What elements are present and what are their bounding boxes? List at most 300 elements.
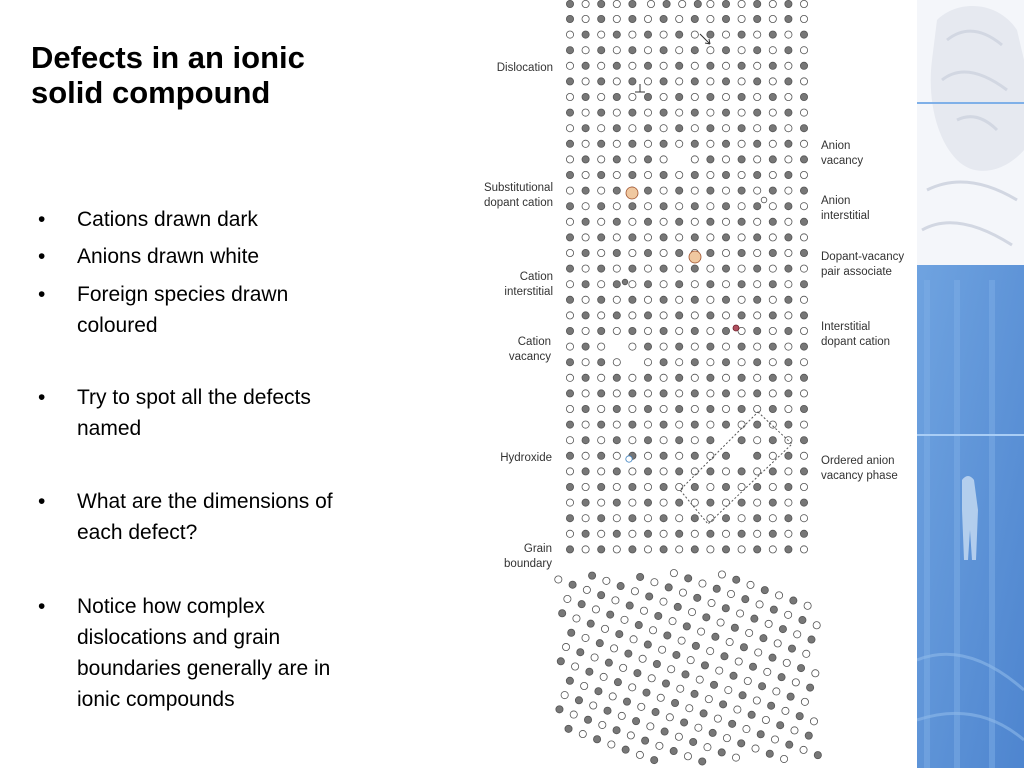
cation-ion — [676, 437, 683, 444]
cation-ion — [733, 576, 740, 583]
label-line: dopant cation — [483, 197, 553, 209]
anion-ion — [718, 571, 725, 578]
anion-ion — [660, 125, 667, 132]
anion-ion — [582, 203, 589, 210]
anion-ion — [676, 421, 683, 428]
cation-ion — [754, 452, 761, 459]
cation-ion — [785, 140, 792, 147]
cation-ion — [748, 711, 755, 718]
cation-ion — [722, 483, 729, 490]
anion-ion — [707, 327, 714, 334]
cation-ion — [582, 218, 589, 225]
cation-ion — [707, 374, 714, 381]
anion-ion — [812, 670, 819, 677]
cation-ion — [613, 218, 620, 225]
cation-ion — [613, 405, 620, 412]
cation-ion — [644, 218, 651, 225]
cation-ion — [605, 659, 612, 666]
cation-ion — [598, 546, 605, 553]
cation-ion — [722, 0, 729, 7]
label-cation-vacancy — [441, 335, 551, 365]
cation-ion — [629, 327, 636, 334]
cation-ion — [676, 125, 683, 132]
anion-ion — [691, 405, 698, 412]
anion-ion — [691, 31, 698, 38]
anion-ion — [636, 751, 643, 758]
anion-ion — [722, 93, 729, 100]
cation-ion — [800, 93, 807, 100]
anion-ion — [582, 296, 589, 303]
cation-ion — [754, 15, 761, 22]
cation-ion — [707, 93, 714, 100]
cation-ion — [582, 343, 589, 350]
anion-ion — [598, 343, 605, 350]
anion-ion — [613, 421, 620, 428]
cation-ion — [742, 596, 749, 603]
cation-ion — [738, 281, 745, 288]
anion-ion — [644, 327, 651, 334]
anion-ion — [785, 499, 792, 506]
anion-ion — [754, 31, 761, 38]
anion-ion — [695, 724, 702, 731]
cation-ion — [660, 234, 667, 241]
bullet-line: coloured — [77, 314, 158, 337]
anion-ion — [656, 742, 663, 749]
anion-ion — [707, 647, 714, 654]
cation-ion — [566, 78, 573, 85]
cation-ion — [729, 720, 736, 727]
cation-ion — [629, 140, 636, 147]
anion-ion — [691, 125, 698, 132]
cation-ion — [700, 710, 707, 717]
cation-ion — [691, 690, 698, 697]
bullet-text — [77, 591, 397, 715]
cation-ion — [644, 374, 651, 381]
anion-ion — [738, 140, 745, 147]
cation-ion — [582, 156, 589, 163]
cation-ion — [660, 546, 667, 553]
anion-ion — [769, 140, 776, 147]
cation-ion — [709, 729, 716, 736]
bullet-line: each defect? — [77, 521, 198, 544]
bullet-line: ionic compounds — [77, 688, 235, 711]
label-line: dopant cation — [821, 336, 891, 348]
anion-ion — [582, 15, 589, 22]
anion-ion — [582, 421, 589, 428]
cation-ion — [722, 605, 729, 612]
cation-ion — [566, 203, 573, 210]
anion-ion — [562, 643, 569, 650]
label-line: vacancy — [821, 155, 864, 167]
cation-ion — [629, 390, 636, 397]
anion-ion — [691, 218, 698, 225]
anion-ion — [707, 546, 714, 553]
label-line: Interstitial — [821, 321, 871, 333]
anion-ion — [769, 234, 776, 241]
anion-ion — [598, 125, 605, 132]
cation-ion — [769, 530, 776, 537]
cation-ion — [769, 312, 776, 319]
cation-ion — [582, 249, 589, 256]
cation-ion — [644, 249, 651, 256]
anion-ion — [727, 590, 734, 597]
cation-ion — [566, 359, 573, 366]
cation-ion — [644, 641, 651, 648]
cation-ion — [566, 234, 573, 241]
anion-ion — [582, 109, 589, 116]
anion-ion — [598, 405, 605, 412]
cation-ion — [642, 737, 649, 744]
cation-ion — [676, 343, 683, 350]
anion-ion — [707, 452, 714, 459]
cation-ion — [644, 187, 651, 194]
cation-ion — [676, 218, 683, 225]
anion-ion — [647, 0, 654, 7]
cation-ion — [719, 701, 726, 708]
anion-ion — [716, 667, 723, 674]
cation-ion — [761, 587, 768, 594]
anion-ion — [613, 452, 620, 459]
cation-ion — [691, 203, 698, 210]
cation-ion — [559, 610, 566, 617]
cation-ion — [644, 281, 651, 288]
anion-ion — [769, 515, 776, 522]
anion-ion — [769, 203, 776, 210]
anion-ion — [785, 611, 792, 618]
label-substitutional-dopant-cation — [443, 181, 553, 211]
anion-ion — [647, 723, 654, 730]
cation-ion — [766, 750, 773, 757]
anion-ion — [800, 359, 807, 366]
cation-ion — [710, 681, 717, 688]
cation-ion — [614, 679, 621, 686]
cation-ion — [582, 93, 589, 100]
cation-ion — [582, 31, 589, 38]
cation-ion — [660, 78, 667, 85]
cation-ion — [691, 421, 698, 428]
cation-ion — [712, 633, 719, 640]
cation-ion — [644, 62, 651, 69]
anion-ion — [660, 62, 667, 69]
cation-ion — [653, 660, 660, 667]
cation-ion — [769, 405, 776, 412]
cation-interstitial — [622, 279, 628, 285]
anion-ion — [714, 715, 721, 722]
cation-ion — [566, 452, 573, 459]
anion-ion — [644, 203, 651, 210]
cation-ion — [703, 614, 710, 621]
anion-ion — [722, 343, 729, 350]
anion-ion — [676, 203, 683, 210]
label-line: Dopant-vacancy — [821, 251, 905, 263]
anion-ion — [598, 31, 605, 38]
anion-ion — [684, 753, 691, 760]
anion-ion — [598, 249, 605, 256]
anion-ion — [570, 711, 577, 718]
cation-ion — [635, 621, 642, 628]
anion-ion — [618, 712, 625, 719]
anion-ion — [769, 452, 776, 459]
cation-ion — [587, 620, 594, 627]
anion-ion — [676, 140, 683, 147]
cation-ion — [800, 405, 807, 412]
anion-ion — [707, 390, 714, 397]
anion-ion — [566, 405, 573, 412]
cation-ion — [676, 530, 683, 537]
anion-ion — [676, 390, 683, 397]
anion-ion — [722, 499, 729, 506]
cation-ion — [598, 296, 605, 303]
cation-ion — [566, 171, 573, 178]
anion-ion — [598, 218, 605, 225]
anion-ion — [659, 646, 666, 653]
cation-ion — [751, 615, 758, 622]
anion-ion — [613, 47, 620, 54]
cation-ion — [691, 234, 698, 241]
cation-ion — [613, 499, 620, 506]
cation-ion — [769, 218, 776, 225]
anion-ion — [591, 654, 598, 661]
cation-ion — [738, 62, 745, 69]
cation-ion — [754, 78, 761, 85]
anion-ion — [676, 171, 683, 178]
cation-ion — [754, 421, 761, 428]
anion-ion — [707, 109, 714, 116]
cation-ion — [598, 234, 605, 241]
cation-ion — [779, 626, 786, 633]
cation-ion — [769, 156, 776, 163]
cation-ion — [613, 187, 620, 194]
cation-ion — [738, 249, 745, 256]
cation-ion — [707, 125, 714, 132]
anion-ion — [598, 281, 605, 288]
anion-ion — [792, 679, 799, 686]
anion-ion — [638, 703, 645, 710]
anion-ion — [762, 716, 769, 723]
cation-ion — [754, 47, 761, 54]
anion-ion — [785, 468, 792, 475]
anion-ion — [598, 312, 605, 319]
anion-ion — [566, 93, 573, 100]
cation-ion — [644, 437, 651, 444]
anion-ion — [769, 359, 776, 366]
cation-ion — [566, 483, 573, 490]
cation-ion — [569, 581, 576, 588]
cation-ion — [800, 125, 807, 132]
anion-ion — [734, 706, 741, 713]
substitutional-dopant-cation — [626, 187, 638, 199]
cation-ion — [644, 156, 651, 163]
anion-ion — [722, 530, 729, 537]
cation-ion — [575, 697, 582, 704]
cation-ion — [566, 421, 573, 428]
anion-ion — [555, 576, 562, 583]
anion-ion — [660, 343, 667, 350]
cation-ion — [691, 171, 698, 178]
cation-ion — [566, 327, 573, 334]
anion-ion — [660, 218, 667, 225]
cation-ion — [691, 15, 698, 22]
anion-ion — [582, 327, 589, 334]
anion-ion — [582, 140, 589, 147]
label-grain-boundary — [442, 542, 552, 572]
anion-ion — [800, 109, 807, 116]
cation-ion — [629, 15, 636, 22]
anion-ion — [603, 577, 610, 584]
cation-ion — [758, 683, 765, 690]
anion-ion — [629, 218, 636, 225]
anion-ion — [599, 721, 606, 728]
cation-ion — [629, 78, 636, 85]
anion-ion — [785, 156, 792, 163]
anion-ion — [704, 744, 711, 751]
cation-ion — [673, 651, 680, 658]
anion-ion — [738, 296, 745, 303]
cation-ion — [634, 669, 641, 676]
anion-ion — [566, 31, 573, 38]
anion-ion — [644, 483, 651, 490]
cation-ion — [707, 31, 714, 38]
anion-ion — [717, 619, 724, 626]
bullet-line: Try to spot all the defects — [77, 386, 311, 409]
cation-ion — [660, 109, 667, 116]
cation-ion — [738, 530, 745, 537]
cation-ion — [556, 706, 563, 713]
label-ordered-anion-vacancy-phase — [821, 454, 931, 484]
cation-ion — [691, 47, 698, 54]
cation-ion — [691, 359, 698, 366]
anion-ion — [644, 359, 651, 366]
anion-ion — [582, 515, 589, 522]
cation-ion — [769, 187, 776, 194]
anion-ion — [754, 530, 761, 537]
cation-ion — [785, 0, 792, 7]
label-anion-vacancy — [821, 139, 931, 169]
anion-ion — [612, 597, 619, 604]
anion-ion — [707, 359, 714, 366]
cation-ion — [644, 499, 651, 506]
anion-ion — [769, 296, 776, 303]
cation-ion — [738, 740, 745, 747]
anion-ion — [791, 727, 798, 734]
cation-ion — [623, 698, 630, 705]
cation-ion — [754, 109, 761, 116]
cation-ion — [582, 499, 589, 506]
bullet-text — [77, 279, 397, 341]
cation-ion — [582, 405, 589, 412]
anion-ion — [738, 390, 745, 397]
label-line: Dislocation — [496, 62, 553, 74]
cation-ion — [754, 203, 761, 210]
anion-ion — [582, 634, 589, 641]
anion-ion — [582, 47, 589, 54]
anion-ion — [800, 452, 807, 459]
cation-ion — [632, 718, 639, 725]
anion-ion — [660, 405, 667, 412]
anion-ion — [722, 156, 729, 163]
anion-ion — [691, 468, 698, 475]
cation-ion — [617, 582, 624, 589]
anion-ion — [738, 421, 745, 428]
cation-ion — [598, 47, 605, 54]
cation-ion — [665, 584, 672, 591]
label-line: pair associate — [821, 266, 892, 278]
anion-ion — [769, 47, 776, 54]
cation-ion — [598, 109, 605, 116]
anion-ion — [785, 31, 792, 38]
anion-ion — [800, 78, 807, 85]
anion-ion — [800, 15, 807, 22]
cation-ion — [805, 732, 812, 739]
cation-ion — [749, 663, 756, 670]
anion-ion — [754, 62, 761, 69]
cation-ion — [800, 249, 807, 256]
label-line: Ordered anion — [821, 455, 895, 467]
cation-ion — [566, 47, 573, 54]
anion-ion — [769, 483, 776, 490]
anion-ion — [660, 437, 667, 444]
anion-ion — [756, 601, 763, 608]
anion-ion — [566, 468, 573, 475]
cation-ion — [557, 658, 564, 665]
cation-ion — [629, 203, 636, 210]
anion-ion — [769, 546, 776, 553]
cation-ion — [676, 281, 683, 288]
cation-ion — [613, 125, 620, 132]
anion-ion — [769, 421, 776, 428]
label-line: Anion — [821, 140, 851, 152]
cation-ion — [800, 281, 807, 288]
label-line: boundary — [504, 558, 552, 570]
cation-ion — [785, 296, 792, 303]
cation-ion — [691, 265, 698, 272]
cation-ion — [670, 747, 677, 754]
anion-ion — [676, 515, 683, 522]
anion-ion — [660, 93, 667, 100]
anion-ion — [722, 468, 729, 475]
cation-ion — [707, 343, 714, 350]
anion-ion — [566, 156, 573, 163]
slide-title-line-1: Defects in an ionic — [31, 40, 305, 75]
anion-ion — [732, 754, 739, 761]
cation-ion — [769, 249, 776, 256]
cation-ion — [588, 572, 595, 579]
anion-ion — [629, 468, 636, 475]
anion-ion — [629, 530, 636, 537]
anion-ion — [639, 655, 646, 662]
cation-ion — [629, 515, 636, 522]
cation-ion — [731, 624, 738, 631]
anion-ion — [754, 343, 761, 350]
anion-ion — [800, 327, 807, 334]
anion-ion — [600, 673, 607, 680]
cation-ion — [613, 62, 620, 69]
bullet-dot: • — [38, 490, 46, 513]
cation-ion — [694, 594, 701, 601]
cation-ion — [769, 93, 776, 100]
anion-ion — [566, 343, 573, 350]
label-line: Grain — [523, 543, 552, 555]
anion-ion — [801, 698, 808, 705]
anion-ion — [582, 0, 589, 7]
anion-ion — [738, 359, 745, 366]
anion-ion — [660, 468, 667, 475]
anion-ion — [813, 622, 820, 629]
cation-ion — [566, 0, 573, 7]
anion-ion — [691, 187, 698, 194]
anion-ion — [660, 374, 667, 381]
cation-ion — [800, 343, 807, 350]
